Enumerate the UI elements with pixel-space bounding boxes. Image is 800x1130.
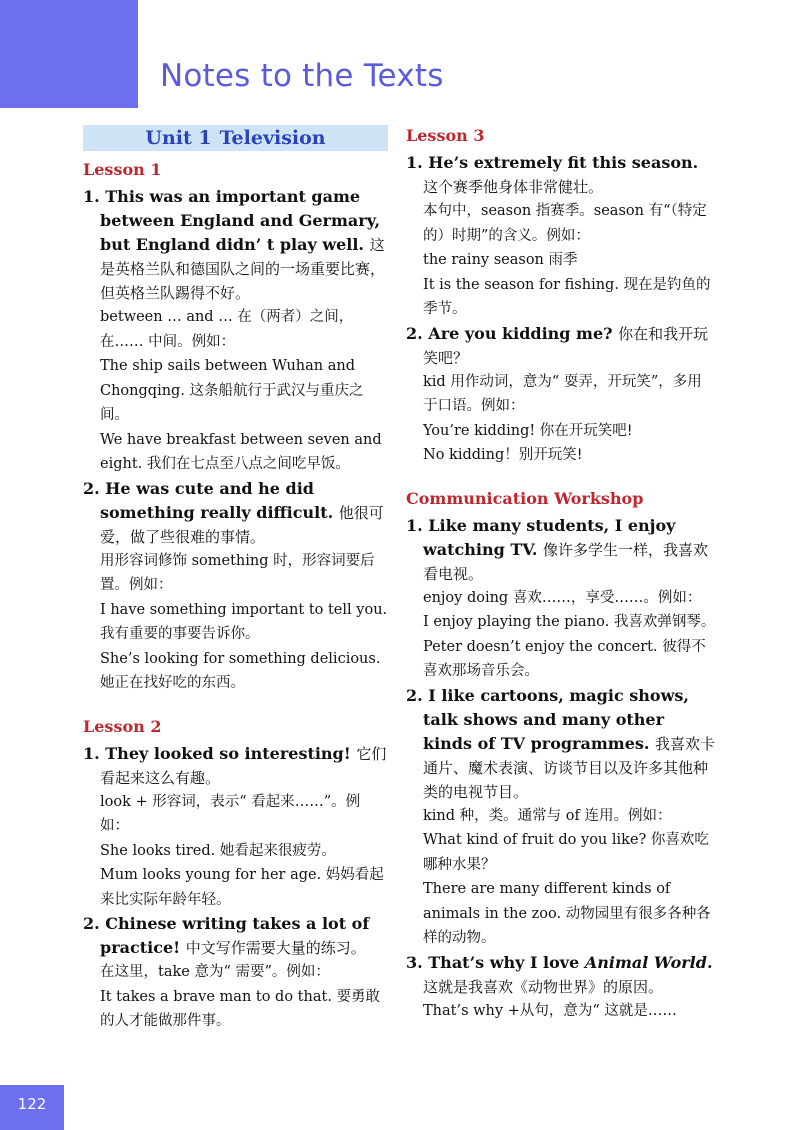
note-translation: 像许多学生一样，我喜欢看电视。 bbox=[423, 540, 709, 583]
example-sentence: What kind of fruit do you like? bbox=[423, 832, 647, 848]
note-translation: 这个赛季他身体非常健壮。 bbox=[423, 178, 604, 196]
example-translation: 我有重要的事要告诉你。 bbox=[100, 626, 260, 642]
note-explanation: enjoy doing 喜欢……，享受……。例如： bbox=[423, 589, 702, 606]
example-translation: 这条船航行于武汉与重庆之间。 bbox=[100, 382, 364, 423]
example-sentence: She’s looking for something delicious. bbox=[100, 650, 381, 667]
note-item bbox=[406, 151, 716, 322]
example-sentence: You’re kidding! bbox=[423, 422, 536, 439]
note-headline: 2. He was cute and he did something really difficult. bbox=[83, 478, 334, 522]
example-translation: 她看起来很疲劳。 bbox=[219, 842, 336, 859]
example-sentence: the rainy season bbox=[423, 252, 544, 268]
note-headline: 1. This was an important game between England and Germary, but England didn’ t play well. bbox=[83, 187, 381, 254]
note-translation: 他很可爱，做了些很难的事情。 bbox=[100, 503, 384, 546]
example-sentence: I have something important to tell you. bbox=[100, 601, 388, 618]
lesson-3-heading: Lesson 3 bbox=[406, 126, 485, 145]
note-headline: 2. Chinese writing takes a lot of practice! bbox=[83, 914, 370, 957]
note-item bbox=[406, 322, 716, 468]
unit-name: Television bbox=[219, 127, 326, 149]
note-headline: 1. He’s extremely fit this season. bbox=[406, 153, 699, 172]
example-translation: 彼得不喜欢那场音乐会。 bbox=[423, 638, 706, 679]
note-explanation: between … and … 在（两者）之间，在…… 中间。例如： bbox=[100, 309, 354, 350]
example-translation: 动物园里有很多各种各样的动物。 bbox=[423, 905, 711, 946]
example-translation: 你在开玩笑吧! bbox=[539, 422, 633, 439]
note-headline: 1. They looked so interesting! bbox=[83, 743, 351, 763]
note-headline: 3. That’s why I love bbox=[406, 952, 585, 972]
note-explanation: kind 种，类。通常与 of 连用。例如： bbox=[423, 807, 672, 824]
example-sentence: No kidding！ bbox=[423, 447, 519, 463]
note-item bbox=[406, 514, 716, 684]
example-sentence: I enjoy playing the piano. bbox=[423, 614, 610, 630]
example-translation: 她正在找好吃的东西。 bbox=[100, 675, 245, 691]
note-item bbox=[83, 185, 388, 477]
unit-number: Unit 1 bbox=[145, 127, 212, 149]
left-column bbox=[83, 125, 388, 1034]
right-column bbox=[406, 125, 716, 1023]
note-translation: 中文写作需要大量的练习。 bbox=[185, 939, 366, 957]
note-headline-title: Animal World. bbox=[584, 952, 713, 972]
example-translation: 我喜欢弹钢琴。 bbox=[613, 614, 716, 630]
note-item bbox=[406, 951, 716, 1024]
example-sentence: It takes a brave man to do that. bbox=[100, 988, 332, 1005]
page-number: 122 bbox=[0, 1085, 64, 1130]
note-explanation: 用形容词修饰 something 时，形容词要后置。例如： bbox=[100, 552, 375, 593]
example-translation: 妈妈看起来比实际年龄年轻。 bbox=[100, 867, 384, 908]
example-sentence: There are many different kinds of animals in the zoo. bbox=[423, 881, 671, 922]
example-translation: 我们在七点至八点之间吃早饭。 bbox=[146, 456, 350, 472]
note-translation: 我喜欢卡通片、魔术表演、访谈节目以及许多其他种类的电视节目。 bbox=[423, 734, 716, 801]
corner-accent-block bbox=[0, 0, 138, 108]
example-sentence: The ship sails between Wuhan and Chongqing. bbox=[100, 358, 355, 399]
note-translation: 这就是我喜欢《动物世界》的原因。 bbox=[423, 977, 664, 996]
example-sentence: It is the season for fishing. bbox=[423, 276, 619, 293]
unit-header bbox=[83, 125, 388, 151]
note-explanation: look + 形容词，表示“ 看起来……”。例如： bbox=[100, 793, 361, 834]
example-translation: 雨季 bbox=[548, 252, 578, 268]
example-sentence: She looks tired. bbox=[100, 842, 216, 859]
example-translation: 要勇敢的人才能做那件事。 bbox=[100, 988, 381, 1029]
example-translation: 现在是钓鱼的季节。 bbox=[423, 276, 711, 317]
example-translation: 别开玩笑! bbox=[518, 447, 583, 463]
note-explanation: 本句中，season 指赛季。season 有“（特定的）时期”的含义。例如： bbox=[423, 203, 707, 244]
example-translation: 你喜欢吃哪种水果？ bbox=[423, 832, 709, 873]
note-item bbox=[406, 684, 716, 951]
note-explanation: That’s why +从句，意为“ 这就是…… bbox=[423, 1002, 677, 1019]
communication-workshop-heading: Communication Workshop bbox=[406, 488, 644, 508]
note-headline: 1. Like many students, I enjoy watching TV. bbox=[406, 515, 676, 559]
example-sentence: Mum looks young for her age. bbox=[100, 867, 322, 883]
example-sentence: Peter doesn’t enjoy the concert. bbox=[423, 638, 658, 655]
note-item bbox=[83, 742, 388, 913]
note-headline: 2. Are you kidding me? bbox=[406, 323, 613, 343]
note-translation: 它们看起来这么有趣。 bbox=[100, 744, 387, 787]
note-explanation: kid 用作动词，意为“ 耍弄，开玩笑”，多用于口语。例如： bbox=[423, 373, 702, 414]
note-headline: 2. I like cartoons, magic shows, talk shows and many other kinds of TV programmes. bbox=[406, 685, 689, 753]
note-translation: 这是英格兰队和德国队之间的一场重要比赛，但英格兰队踢得不好。 bbox=[100, 236, 386, 302]
note-explanation: 在这里，take 意为“ 需要”。例如： bbox=[100, 964, 330, 980]
example-sentence: We have breakfast between seven and eight. bbox=[100, 431, 382, 472]
lesson-2-heading: Lesson 2 bbox=[83, 716, 162, 736]
lesson-1-heading: Lesson 1 bbox=[83, 160, 162, 179]
page-title: Notes to the Texts bbox=[160, 58, 444, 94]
note-item bbox=[83, 477, 388, 696]
note-translation: 你在和我开玩笑吧？ bbox=[423, 324, 709, 367]
note-item bbox=[83, 912, 388, 1034]
